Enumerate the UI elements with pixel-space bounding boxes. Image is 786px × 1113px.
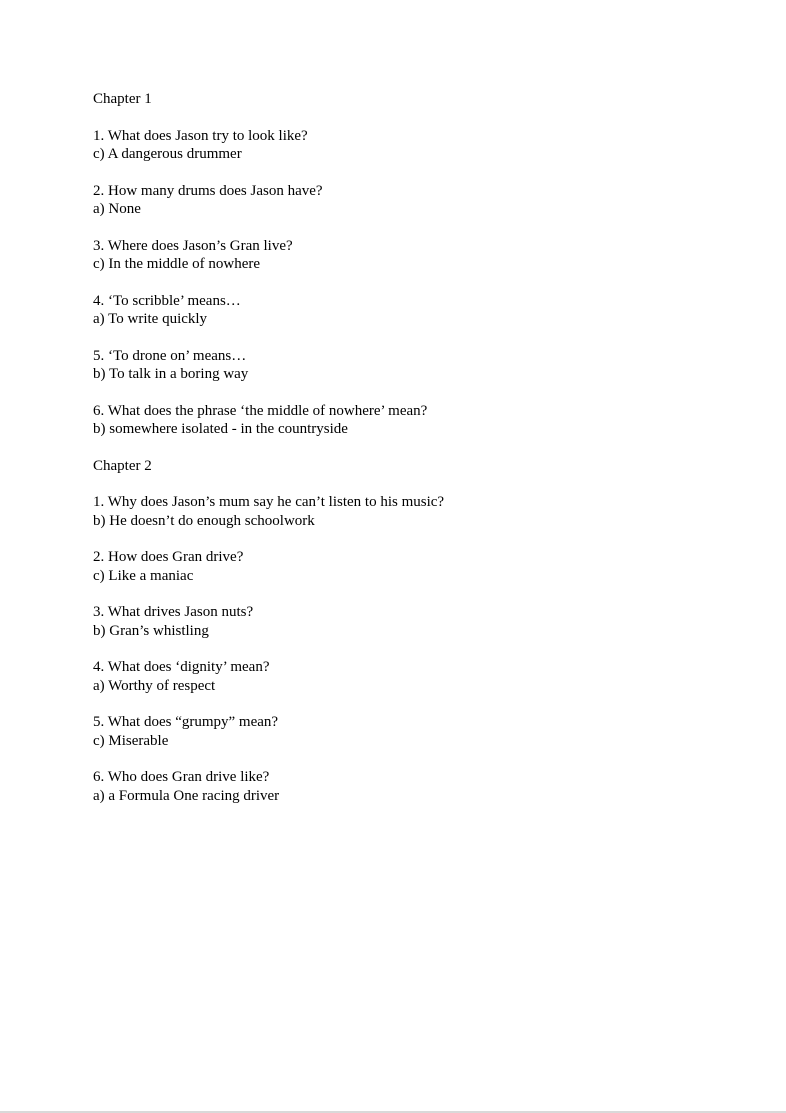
question-text: 3. What drives Jason nuts? [93, 604, 254, 620]
question-block [93, 493, 733, 530]
question-text: 3. Where does Jason’s Gran live? [93, 237, 293, 254]
question-block [93, 237, 733, 274]
answer-text: a) None [93, 201, 141, 217]
answer-text: a) To write quickly [93, 311, 208, 327]
question-text: 1. What does Jason try to look like? [93, 127, 308, 144]
question-block [93, 548, 733, 585]
chapter-heading: Chapter 1 [93, 91, 152, 107]
answer-text: b) Gran’s whistling [93, 622, 209, 639]
question-text: 1. Why does Jason’s mum say he can’t listen to his music? [93, 494, 445, 510]
answer-text: c) Miserable [93, 732, 169, 749]
answer-text: c) A dangerous drummer [93, 146, 242, 162]
answer-text: a) Worthy of respect [93, 677, 216, 694]
question-text: 6. What does the phrase ‘the middle of nowhere’ mean? [93, 402, 428, 419]
chapter-section [93, 90, 733, 439]
question-block [93, 292, 733, 329]
answer-text: c) In the middle of nowhere [93, 256, 261, 272]
document-content [93, 90, 733, 823]
answer-text: b) somewhere isolated - in the countryside [93, 421, 348, 437]
answer-text: b) To talk in a boring way [93, 366, 249, 382]
question-text: 2. How many drums does Jason have? [93, 182, 323, 199]
answer-text: c) Like a maniac [93, 567, 194, 584]
question-text: 6. Who does Gran drive like? [93, 769, 270, 785]
question-block [93, 713, 733, 750]
question-block [93, 127, 733, 164]
question-text: 4. ‘To scribble’ means… [93, 292, 241, 309]
question-text: 2. How does Gran drive? [93, 549, 244, 565]
question-block [93, 768, 733, 805]
question-block [93, 402, 733, 439]
question-block [93, 658, 733, 695]
question-block [93, 603, 733, 640]
answer-text: a) a Formula One racing driver [93, 787, 280, 804]
question-text: 5. ‘To drone on’ means… [93, 347, 247, 364]
answer-text: b) He doesn’t do enough schoolwork [93, 512, 315, 529]
question-text: 4. What does ‘dignity’ mean? [93, 659, 270, 675]
chapter-section [93, 457, 733, 806]
question-block [93, 347, 733, 384]
chapter-heading: Chapter 2 [93, 457, 152, 474]
question-block [93, 182, 733, 219]
question-text: 5. What does “grumpy” mean? [93, 714, 279, 730]
